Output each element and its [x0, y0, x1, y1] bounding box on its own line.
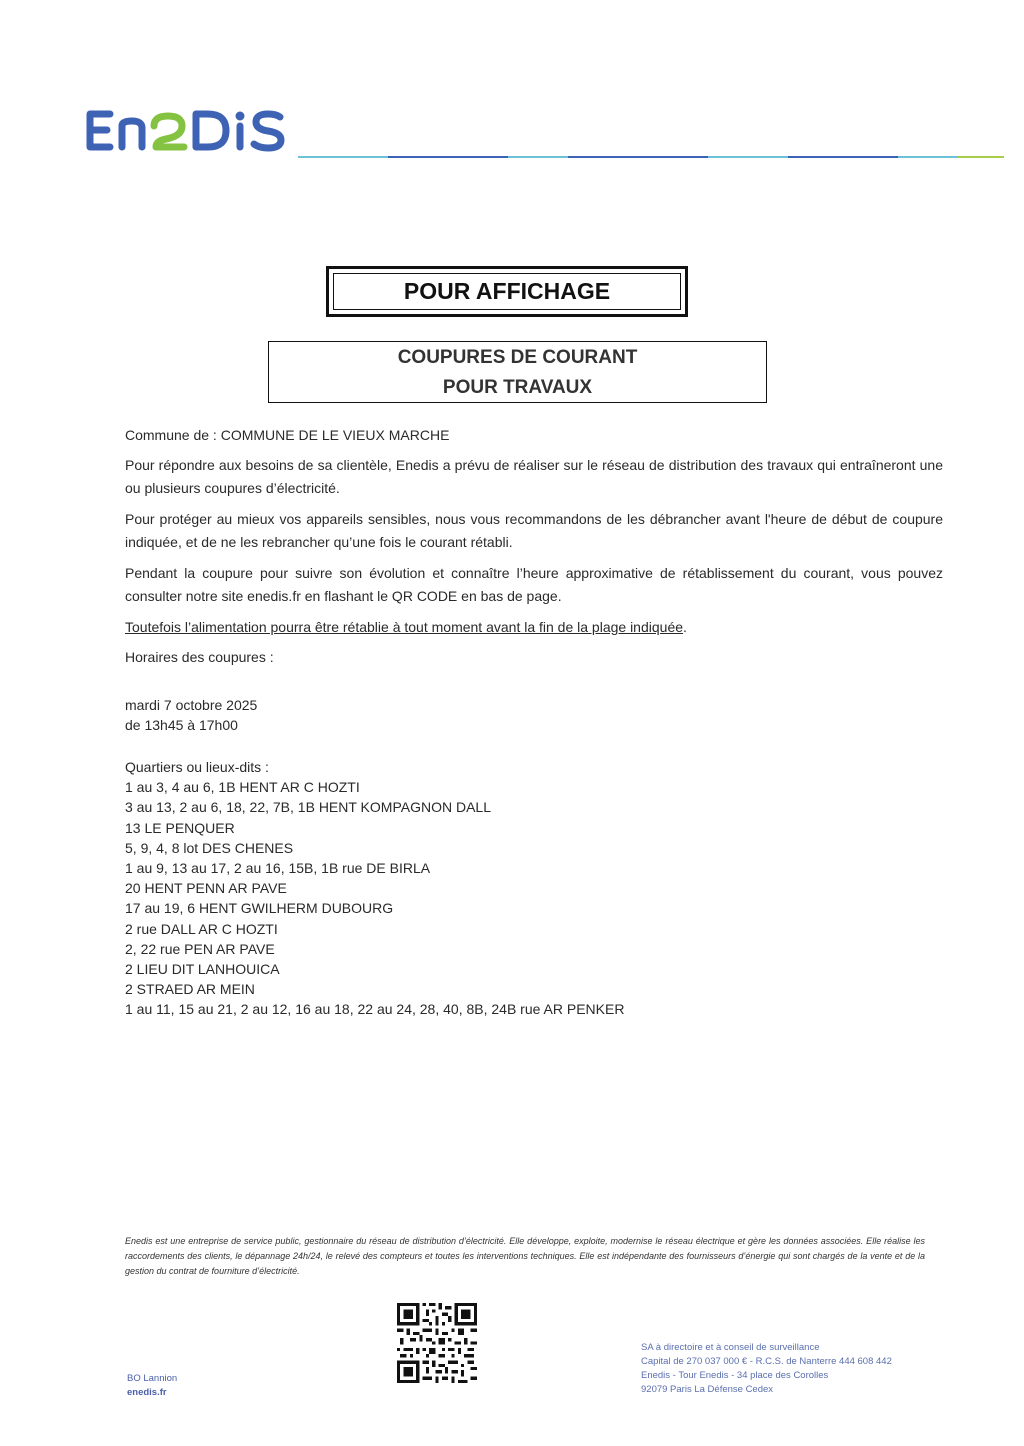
paragraph-needs: Pour répondre aux besoins de sa clientèle, Enedis a prévu de réaliser sur le réseau de distribution des travaux qui entraîneront une ou plusieurs coupures d’électricité. [125, 457, 943, 496]
legal-line: 92079 Paris La Défense Cedex [641, 1384, 774, 1395]
list-item: 17 au 19, 6 HENT GWILHERM DUBOURG [125, 900, 394, 917]
quarters-label: Quartiers ou lieux-dits : [125, 759, 269, 775]
company-description: Enedis est une entreprise de service public, gestionnaire du réseau de distribution d’électricité. Elle développe, exploite, modernise le réseau électrique et gère les données associées. Elle réalise les raccordements des clients, le dépannage 24h/24, le relevé des compteurs et toutes les interventions techniques. Elle est indépendante des fournisseurs d’énergie qui sont chargés de la vente et de la gestion du contrat de fourniture d’électricité. [125, 1236, 925, 1276]
schedule-label: Horaires des coupures : [125, 649, 274, 665]
paragraph-follow: Pendant la coupure pour suivre son évolution et connaître l’heure approximative de rétablissement du courant, vous pouvez consulter notre site enedis.fr en flashant le QR CODE en bas de page. [125, 565, 943, 604]
list-item: 3 au 13, 2 au 6, 18, 22, 7B, 1B HENT KOMPAGNON DALL [125, 799, 491, 816]
list-item: 1 au 9, 13 au 17, 2 au 16, 15B, 1B rue DE BIRLA [125, 860, 431, 877]
list-item: 20 HENT PENN AR PAVE [125, 880, 287, 897]
title-box [326, 266, 688, 317]
enedis-logo [80, 104, 290, 154]
list-item: 1 au 11, 15 au 21, 2 au 12, 16 au 18, 22 au 24, 28, 40, 8B, 24B rue AR PENKER [125, 1001, 625, 1018]
legal-info [641, 1341, 892, 1397]
schedule [125, 695, 257, 736]
notice-body [125, 424, 943, 676]
office-info [127, 1372, 177, 1400]
office-name: BO Lannion [127, 1373, 178, 1384]
list-item: 2 STRAED AR MEIN [125, 981, 255, 998]
page-title: POUR AFFICHAGE [333, 273, 681, 310]
list-item: 2, 22 rue PEN AR PAVE [125, 940, 275, 957]
website-link[interactable]: enedis.fr [127, 1387, 167, 1398]
subtitle-line-2: POUR TRAVAUX [442, 377, 593, 398]
header [0, 0, 1024, 160]
subtitle-box [268, 341, 767, 403]
schedule-date: mardi 7 octobre 2025 [125, 697, 258, 713]
warning-text: Toutefois l’alimentation pourra être rétablie à tout moment avant la fin de la plage indiquée [125, 619, 684, 635]
legal-line: Enedis - Tour Enedis - 34 place des Corolles [641, 1370, 829, 1381]
legal-line: Capital de 270 037 000 € - R.C.S. de Nanterre 444 608 442 [641, 1356, 892, 1367]
list-item: 5, 9, 4, 8 lot DES CHENES [125, 839, 294, 856]
warning-line: Toutefois l’alimentation pourra être rétablie à tout moment avant la fin de la plage indiquée. [125, 619, 687, 635]
schedule-time: de 13h45 à 17h00 [125, 717, 238, 734]
paragraph-protect: Pour protéger au mieux vos appareils sensibles, nous vous recommandons de les débrancher avant l'heure de début de coupure indiquée, et de ne les rebrancher qu’une fois le courant rétabli. [125, 511, 943, 550]
list-item: 13 LE PENQUER [125, 819, 235, 836]
subtitle-line-1: COUPURES DE COURANT [397, 347, 638, 368]
quarters-list [125, 757, 624, 1020]
legal-line: SA à directoire et à conseil de surveillance [641, 1342, 820, 1353]
header-decorative-line [298, 146, 1004, 150]
qr-code-icon[interactable] [397, 1303, 477, 1383]
list-item: 2 LIEU DIT LANHOUICA [125, 961, 280, 978]
list-item: 2 rue DALL AR C HOZTI [125, 920, 278, 937]
commune-line: Commune de : COMMUNE DE LE VIEUX MARCHE [125, 427, 450, 443]
list-item: 1 au 3, 4 au 6, 1B HENT AR C HOZTI [125, 779, 360, 796]
